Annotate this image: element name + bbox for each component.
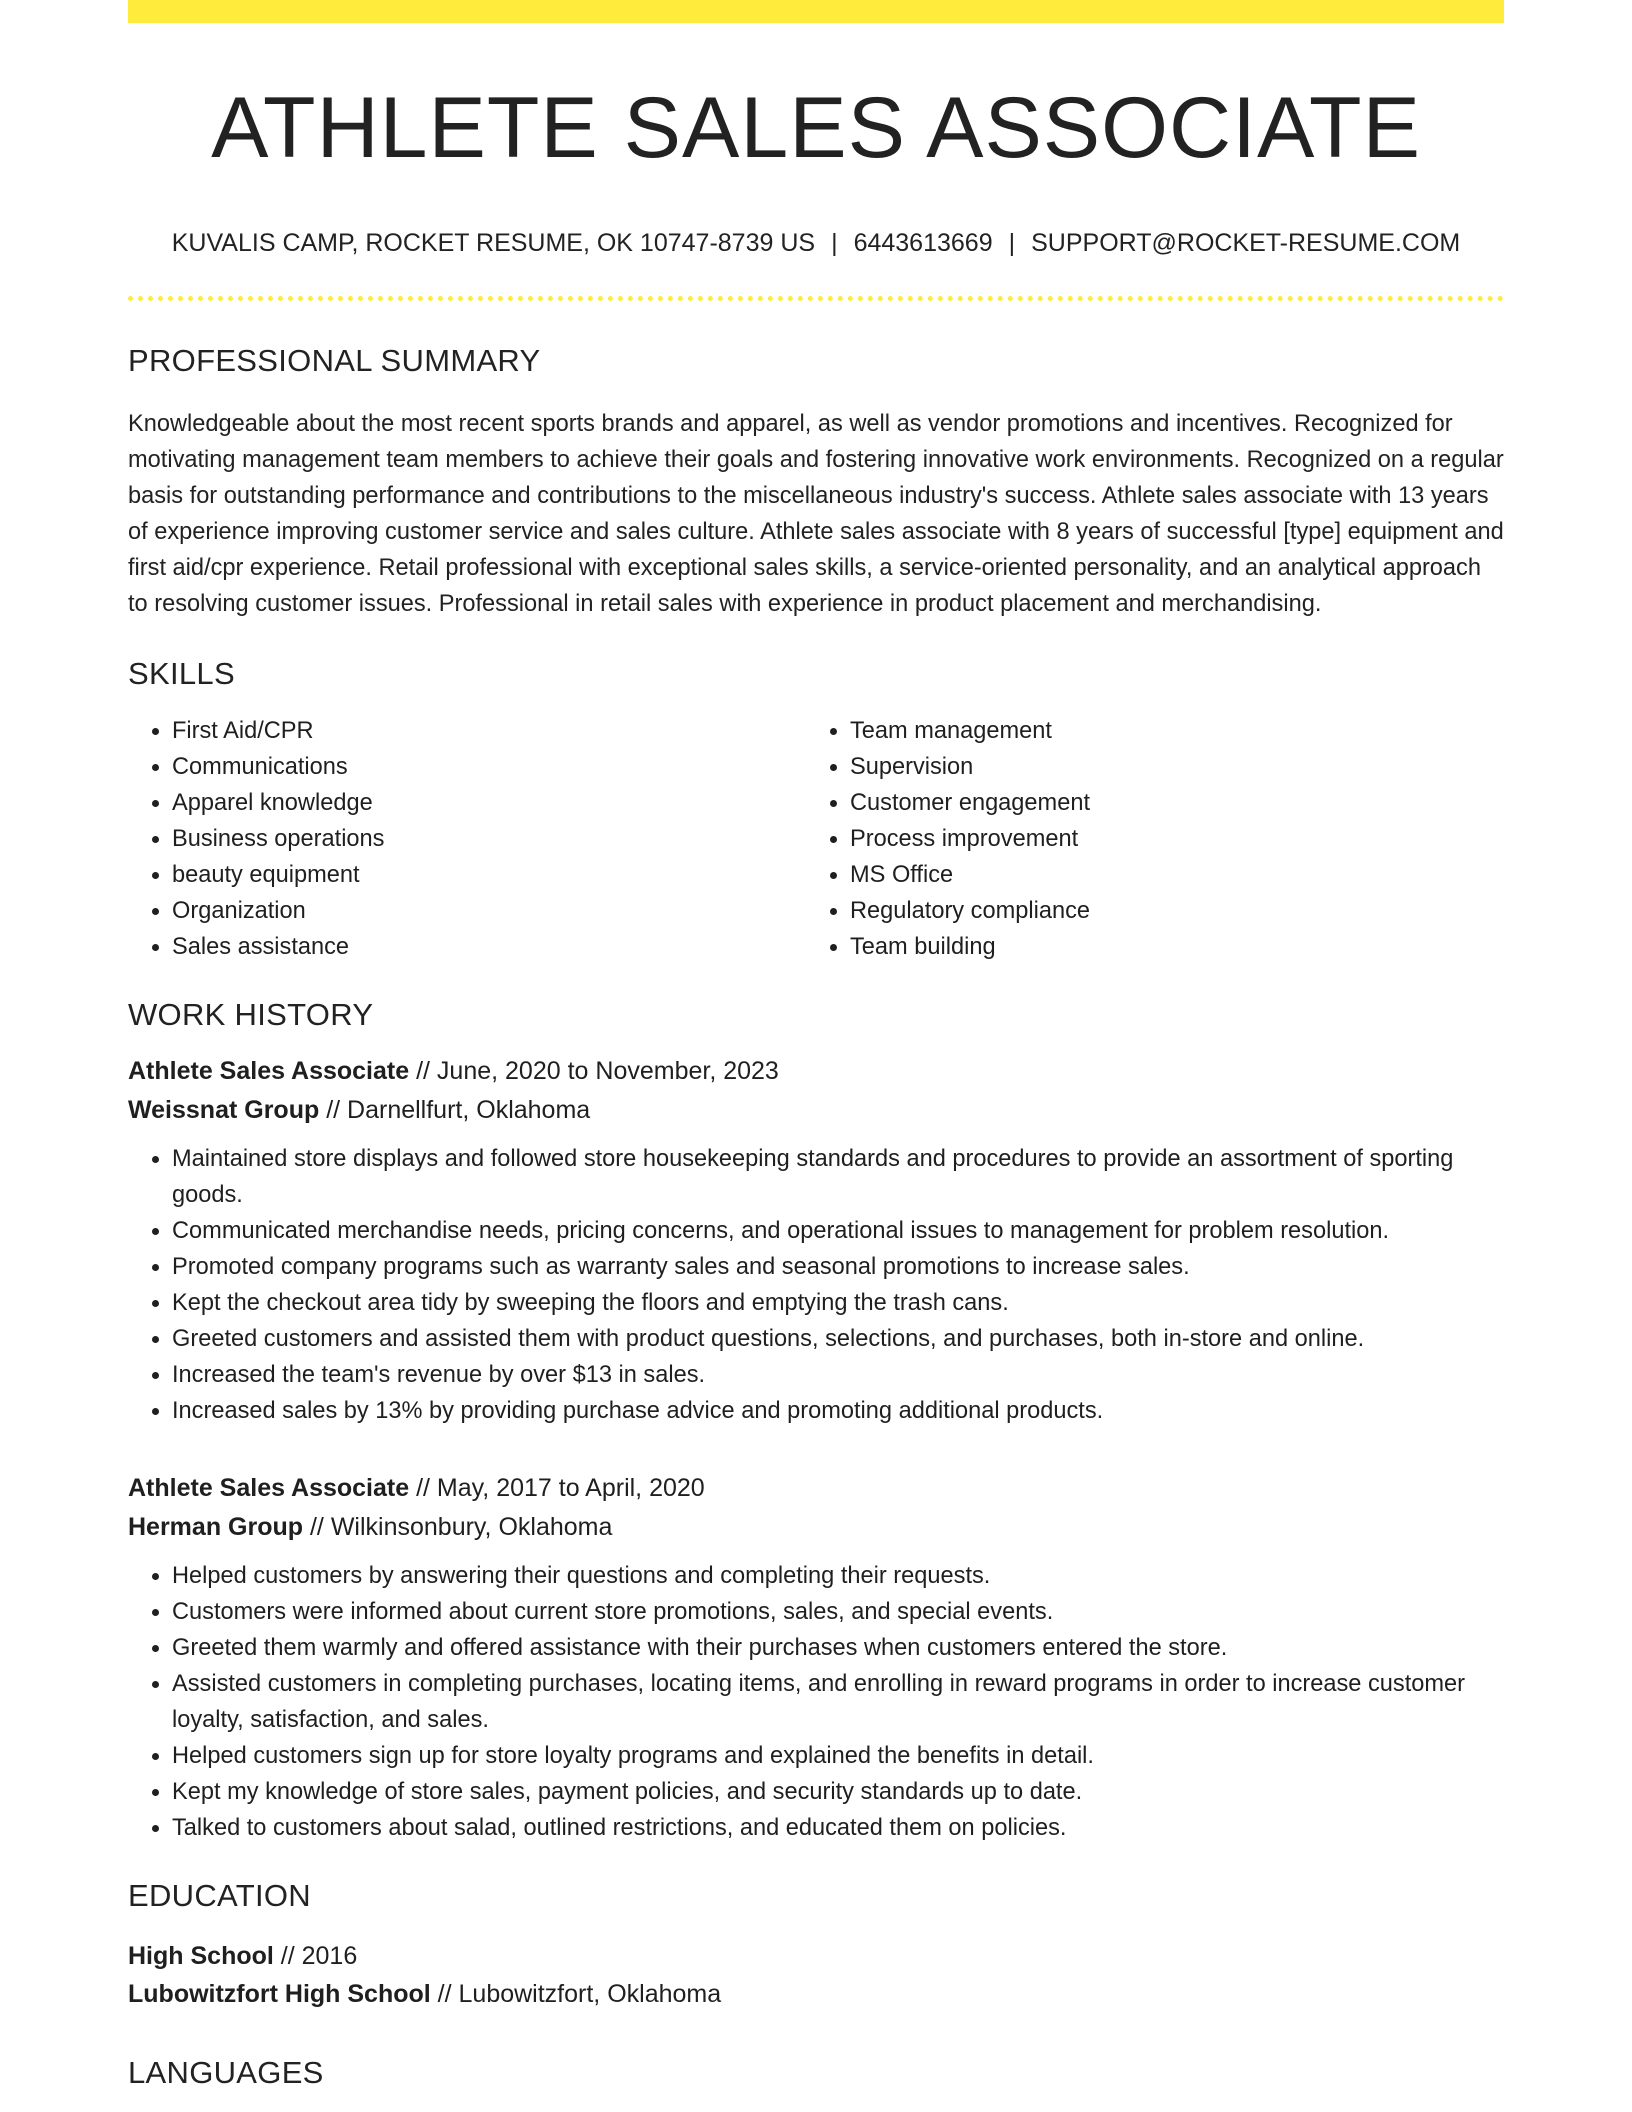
education-degree-line <box>128 1937 1504 1975</box>
job-role: Athlete Sales Associate <box>128 1474 410 1502</box>
skill-item: • Organization <box>172 893 806 929</box>
skills-list <box>128 713 1504 965</box>
skill-item: • Business operations <box>172 821 806 857</box>
skills-title: SKILLS <box>128 656 235 691</box>
job-entry <box>128 1052 1504 1429</box>
skills-column-left <box>128 713 806 965</box>
skill-item: • Supervision <box>850 749 1490 785</box>
job-location: // Wilkinsonbury, Oklahoma <box>303 1513 613 1541</box>
job-bullet: • Maintained store displays and followed store housekeeping standards and procedures to provide an assortment of sporting goods. <box>172 1141 1504 1213</box>
job-bullet: • Increased the team's revenue by over $13 in sales. <box>172 1357 1504 1393</box>
skill-item: • First Aid/CPR <box>172 713 806 749</box>
summary-text: Knowledgeable about the most recent sports brands and apparel, as well as vendor promotions and incentives. Recognized for motivating management team members to achieve their goals and fostering innovative work environments. Recognized on a regular basis for outstanding performance and contributions to the miscellaneous industry's success. Athlete sales associate with 13 years of experience improving customer service and sales culture. Athlete sales associate with 8 years of successful [type] equipment and first aid/cpr experience. Retail professional with exceptional sales skills, a service-oriented personality, and an analytical approach to resolving customer issues. Professional in retail sales with experience in product placement and merchandising. <box>128 411 1504 617</box>
job-role-line <box>128 1469 1504 1508</box>
job-company: Herman Group <box>128 1513 304 1541</box>
job-bullet: • Helped customers sign up for store loyalty programs and explained the benefits in detail. <box>172 1738 1504 1774</box>
skill-item: • Process improvement <box>850 821 1490 857</box>
job-bullet: • Assisted customers in completing purchases, locating items, and enrolling in reward programs in order to increase customer loyalty, satisfaction, and sales. <box>172 1666 1504 1738</box>
education-degree: High School <box>128 1942 274 1970</box>
phone: 6443613669 <box>853 229 993 257</box>
dotted-divider <box>128 296 1504 301</box>
email-link[interactable]: SUPPORT@ROCKET-RESUME.COM <box>1031 229 1461 257</box>
summary-title: PROFESSIONAL SUMMARY <box>128 343 541 378</box>
job-bullet: • Greeted customers and assisted them with product questions, selections, and purchases, both in-store and online. <box>172 1321 1504 1357</box>
work-history-title: WORK HISTORY <box>128 997 374 1032</box>
education-location: // Lubowitzfort, Oklahoma <box>430 1980 722 2008</box>
job-bullet: • Increased sales by 13% by providing purchase advice and promoting additional products. <box>172 1393 1504 1429</box>
address: KUVALIS CAMP, ROCKET RESUME, OK 10747-8739 US <box>171 229 816 257</box>
skill-item: • beauty equipment <box>172 857 806 893</box>
job-location: // Darnellfurt, Oklahoma <box>319 1096 591 1124</box>
job-bullet: • Kept the checkout area tidy by sweeping the floors and emptying the trash cans. <box>172 1285 1504 1321</box>
job-bullet: • Kept my knowledge of store sales, payment policies, and security standards up to date. <box>172 1774 1504 1810</box>
skills-column-right <box>806 713 1490 965</box>
job-bullet: • Talked to customers about salad, outlined restrictions, and educated them on policies. <box>172 1810 1504 1846</box>
job-bullet: • Helped customers by answering their questions and completing their requests. <box>172 1558 1504 1594</box>
contact-separator: | <box>831 229 838 257</box>
resume-name: ATHLETE SALES ASSOCIATE <box>211 80 1421 176</box>
education-title: EDUCATION <box>128 1878 311 1913</box>
job-company: Weissnat Group <box>128 1096 320 1124</box>
skill-item: • MS Office <box>850 857 1490 893</box>
job-bullet: • Communicated merchandise needs, pricing concerns, and operational issues to management for problem resolution. <box>172 1213 1504 1249</box>
job-bullet: • Customers were informed about current store promotions, sales, and special events. <box>172 1594 1504 1630</box>
job-role-line <box>128 1052 1504 1091</box>
job-bullet: • Promoted company programs such as warranty sales and seasonal promotions to increase sales. <box>172 1249 1504 1285</box>
job-company-line <box>128 1508 1504 1547</box>
resume-page <box>128 0 1504 2088</box>
languages-title: LANGUAGES <box>128 2055 324 2090</box>
skill-item: • Sales assistance <box>172 929 806 965</box>
education-year: // 2016 <box>273 1942 358 1970</box>
education-school: Lubowitzfort High School <box>128 1980 431 2008</box>
education-school-line <box>128 1975 1504 2013</box>
skill-item: • Communications <box>172 749 806 785</box>
job-dates: // June, 2020 to November, 2023 <box>409 1057 779 1085</box>
job-company-line <box>128 1091 1504 1130</box>
job-entry <box>128 1469 1504 1846</box>
skill-item: • Customer engagement <box>850 785 1490 821</box>
job-dates: // May, 2017 to April, 2020 <box>409 1474 705 1502</box>
education-entry <box>128 1937 1504 2013</box>
job-bullet: • Greeted them warmly and offered assistance with their purchases when customers entered the store. <box>172 1630 1504 1666</box>
job-bullets <box>128 1558 1504 1846</box>
job-role: Athlete Sales Associate <box>128 1057 410 1085</box>
skill-item: • Apparel knowledge <box>172 785 806 821</box>
skill-item: • Regulatory compliance <box>850 893 1490 929</box>
contact-separator: | <box>1008 229 1016 257</box>
contact-line <box>128 231 1504 256</box>
accent-top-bar <box>128 0 1504 23</box>
job-bullets <box>128 1141 1504 1429</box>
skill-item: • Team management <box>850 713 1490 749</box>
skill-item: • Team building <box>850 929 1490 965</box>
